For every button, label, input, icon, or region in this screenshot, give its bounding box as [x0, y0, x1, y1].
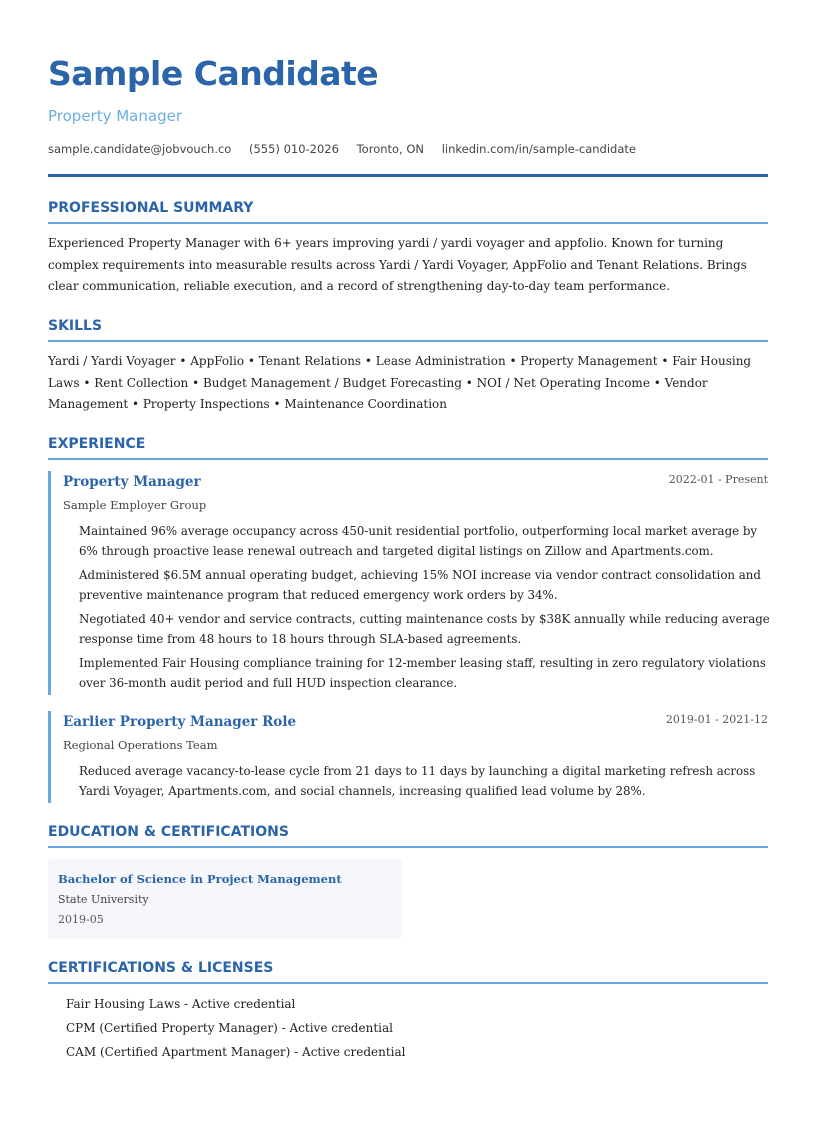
job-bullet: Maintained 96% average occupancy across 450-unit residential portfolio, outperforming local market average by 6% through proactive lease renewal outreach and targeted digital listings on Zillow and Apartments.com.: [79, 524, 758, 558]
candidate-role: Property Manager: [48, 107, 182, 125]
summary-heading: PROFESSIONAL SUMMARY: [48, 200, 254, 216]
contact-line: [48, 142, 650, 156]
experience-heading: EXPERIENCE: [48, 436, 146, 452]
education-card: [48, 859, 402, 939]
education-date: 2019-05: [58, 913, 104, 926]
job-bullet: Implemented Fair Housing compliance training for 12-member leasing staff, resulting in zero regulatory violations over 36-month audit period and full HUD inspection clearance.: [79, 656, 766, 690]
job-bullet: Administered $6.5M annual operating budget, achieving 15% NOI increase via vendor contract consolidation and preventive maintenance program that reduced emergency work orders by 34%.: [79, 568, 761, 602]
job-dates: 2019-01 - 2021-12: [665, 713, 768, 726]
certification-item: CAM (Certified Apartment Manager) - Active credential: [66, 1045, 406, 1059]
job-dates: 2022-01 - Present: [668, 473, 768, 486]
contact-phone: (555) 010-2026: [249, 142, 339, 156]
experience-divider: [48, 458, 768, 460]
skills-heading: SKILLS: [48, 318, 103, 334]
job-bullets: [79, 761, 771, 805]
certification-item: CPM (Certified Property Manager) - Active credential: [66, 1021, 393, 1035]
summary-divider: [48, 222, 768, 224]
certifications-divider: [48, 982, 768, 984]
contact-linkedin: linkedin.com/in/sample-candidate: [441, 142, 636, 156]
job-title: Earlier Property Manager Role: [63, 714, 297, 730]
education-divider: [48, 846, 768, 848]
job-title: Property Manager: [63, 474, 201, 490]
job-company: Sample Employer Group: [63, 498, 207, 512]
job-bullets: [79, 521, 771, 697]
certification-item: Fair Housing Laws - Active credential: [66, 997, 296, 1011]
certifications-heading: CERTIFICATIONS & LICENSES: [48, 960, 274, 976]
education-school: State University: [58, 893, 149, 906]
contact-email: sample.candidate@jobvouch.co: [48, 142, 232, 156]
job-entry: [48, 711, 768, 803]
contact-location: Toronto, ON: [356, 142, 425, 156]
summary-text: Experienced Property Manager with 6+ years improving yardi / yardi voyager and appfolio. Known for turning complex requirements into measurable results across Yardi / Yardi Voyager, AppFolio and Tenant Relations. Brings clear communication, reliable execution, and a record of strengthening day-to-day team performance.: [48, 236, 747, 293]
job-company: Regional Operations Team: [63, 738, 218, 752]
job-bullet: Reduced average vacancy-to-lease cycle from 21 days to 11 days by launching a digital marketing refresh across Yardi Voyager, Apartments.com, and social channels, increasing qualified lead volume by 28%.: [79, 764, 756, 798]
skills-text: Yardi / Yardi Voyager • AppFolio • Tenant Relations • Lease Administration • Property Management • Fair Housing Laws • Rent Collection • Budget Management / Budget Forecasting • NOI / Net Operating Income • Vendor Management • Property Inspections • Maintenance Coordination: [48, 354, 752, 411]
skills-divider: [48, 340, 768, 342]
header-divider: [48, 174, 768, 177]
candidate-name: Sample Candidate: [48, 54, 379, 93]
job-entry: [48, 471, 768, 695]
education-heading: EDUCATION & CERTIFICATIONS: [48, 824, 289, 840]
education-degree: Bachelor of Science in Project Management: [58, 872, 342, 886]
job-bullet: Negotiated 40+ vendor and service contracts, cutting maintenance costs by $38K annually while reducing average response time from 48 hours to 18 hours through SLA-based agreements.: [79, 612, 770, 646]
